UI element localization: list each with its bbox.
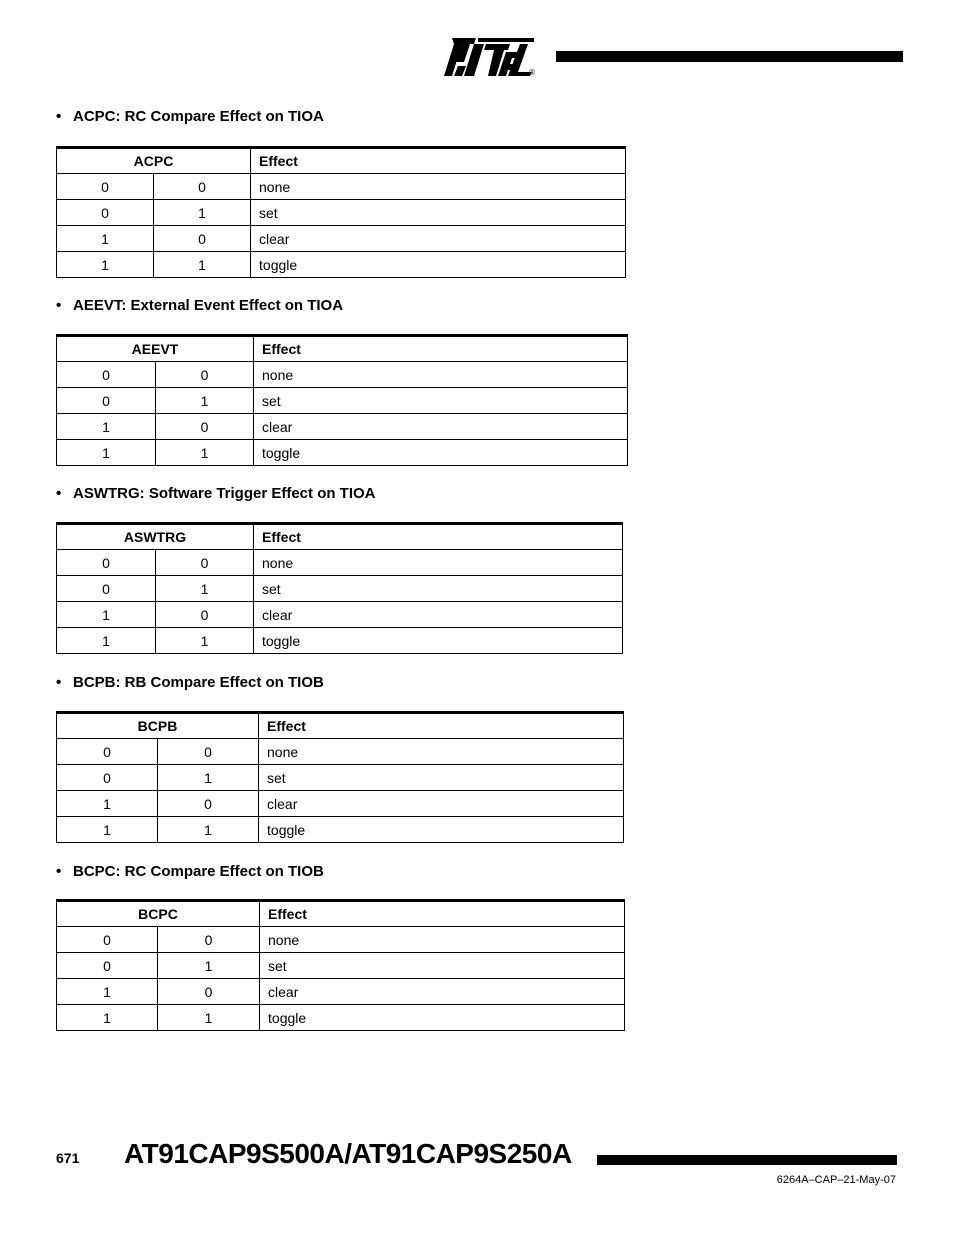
table-header-row	[57, 901, 625, 927]
section-aswtrg	[56, 484, 623, 654]
document-title: AT91CAP9S500A/AT91CAP9S250A	[124, 1138, 572, 1169]
table-row: 0 1 set	[57, 953, 625, 979]
table-row: 0 0 none	[57, 550, 623, 576]
table-row: 1 1 toggle	[57, 817, 624, 843]
column-header-field: BCPC	[57, 901, 260, 927]
table-row: 0 1 set	[57, 576, 623, 602]
section-title: • BCPB: RB Compare Effect on TIOB	[56, 674, 324, 691]
column-header-effect: Effect	[260, 901, 625, 927]
acpc-table	[56, 146, 626, 278]
column-header-field: AEEVT	[57, 336, 254, 362]
aswtrg-table	[56, 522, 623, 654]
column-header-effect: Effect	[259, 713, 624, 739]
table-header-row	[57, 713, 624, 739]
registered-mark: ®	[529, 68, 535, 77]
column-header-effect: Effect	[251, 148, 626, 174]
table-row: 1 0 clear	[57, 791, 624, 817]
document-id: 6264A–CAP–21-May-07	[776, 1174, 896, 1186]
table-row: 0 0 none	[57, 739, 624, 765]
footer-rule	[597, 1155, 897, 1165]
table-row: 1 1 toggle	[57, 628, 623, 654]
atmel-logo	[440, 30, 540, 82]
table-row: 1 0 clear	[57, 226, 626, 252]
table-header-row	[57, 524, 623, 550]
atmel-logo-icon	[440, 30, 540, 82]
aeevt-table	[56, 334, 628, 466]
bcpc-table	[56, 899, 625, 1031]
bcpb-table	[56, 711, 624, 843]
table-row: 1 0 clear	[57, 414, 628, 440]
table-row: 0 0 none	[57, 927, 625, 953]
section-title: • ACPC: RC Compare Effect on TIOA	[56, 108, 324, 125]
table-row: 0 1 set	[57, 388, 628, 414]
column-header-field: ASWTRG	[57, 524, 254, 550]
page-number: 671	[56, 1150, 80, 1166]
table-row: 1 1 toggle	[57, 1005, 625, 1031]
column-header-effect: Effect	[254, 524, 623, 550]
table-row: 0 1 set	[57, 200, 626, 226]
table-row: 0 1 set	[57, 765, 624, 791]
table-row: 1 0 clear	[57, 979, 625, 1005]
column-header-effect: Effect	[254, 336, 628, 362]
table-row: 1 1 toggle	[57, 252, 626, 278]
section-bcpb	[56, 673, 624, 843]
header-rule	[556, 51, 903, 62]
table-row: 0 0 none	[57, 174, 626, 200]
section-title: • AEEVT: External Event Effect on TIOA	[56, 297, 344, 314]
table-header-row	[57, 148, 626, 174]
table-header-row	[57, 336, 628, 362]
section-acpc	[56, 107, 626, 278]
section-aeevt	[56, 296, 628, 466]
column-header-field: ACPC	[57, 148, 251, 174]
column-header-field: BCPB	[57, 713, 259, 739]
section-title: • BCPC: RC Compare Effect on TIOB	[56, 863, 324, 880]
section-bcpc	[56, 862, 625, 1031]
table-row: 1 1 toggle	[57, 440, 628, 466]
table-row: 1 0 clear	[57, 602, 623, 628]
table-row: 0 0 none	[57, 362, 628, 388]
section-title: • ASWTRG: Software Trigger Effect on TIOA	[56, 485, 376, 502]
